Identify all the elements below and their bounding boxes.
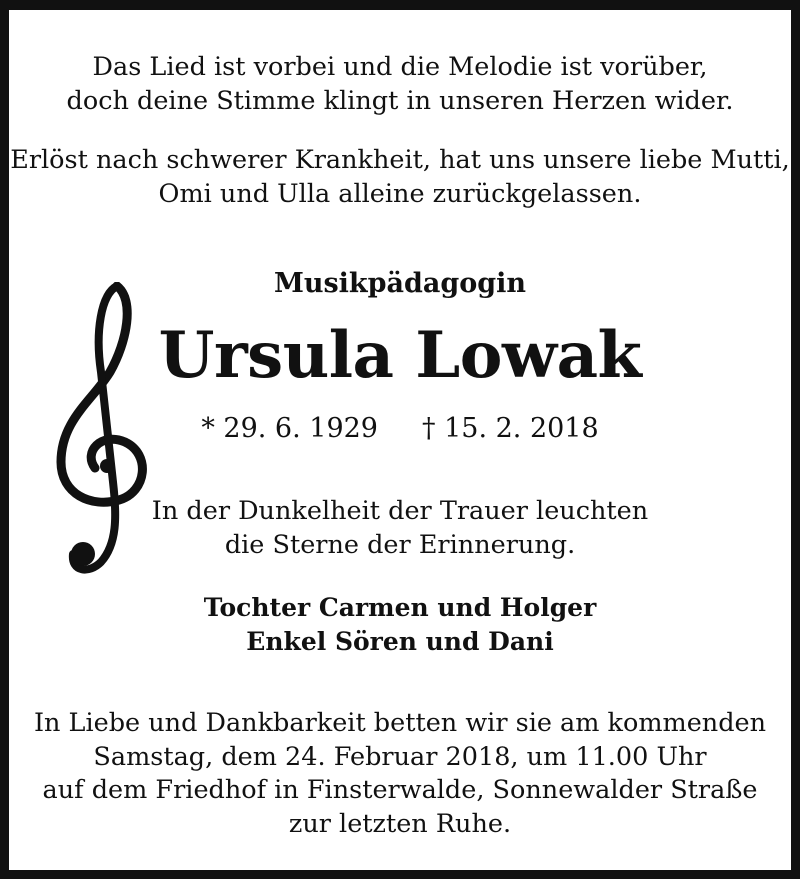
quote-line: In der Dunkelheit der Trauer leuchten: [151, 496, 649, 526]
verse-line: Das Lied ist vorbei und die Melodie ist vorüber,: [92, 52, 708, 82]
birth-date: * 29. 6. 1929: [201, 413, 378, 444]
opening-verse: [0, 50, 800, 118]
mourners: [0, 591, 800, 659]
mourner-line: Tochter Carmen und Holger: [203, 593, 597, 622]
notice-line: Samstag, dem 24. Februar 2018, um 11.00 Uhr: [93, 741, 707, 772]
death-date: † 15. 2. 2018: [422, 413, 599, 444]
farewell-text: [0, 143, 800, 211]
notice-line: zur letzten Ruhe.: [288, 808, 512, 839]
quote-line: die Sterne der Erinnerung.: [224, 530, 576, 560]
verse-line: doch deine Stimme klingt in unseren Herzen wider.: [66, 86, 734, 116]
farewell-line: Omi und Ulla alleine zurückgelassen.: [158, 179, 642, 209]
life-dates: [0, 413, 800, 444]
funeral-notice: [0, 707, 800, 841]
deceased-name: Ursula Lowak: [158, 318, 642, 393]
notice-line: In Liebe und Dankbarkeit betten wir sie am kommenden: [33, 708, 767, 738]
profession: Musikpädagogin: [273, 268, 527, 299]
notice-line: auf dem Friedhof in Finsterwalde, Sonnewalder Straße: [42, 775, 758, 805]
memorial-quote: [0, 494, 800, 562]
mourner-line: Enkel Sören und Dani: [246, 627, 554, 656]
farewell-line: Erlöst nach schwerer Krankheit, hat uns unsere liebe Mutti,: [10, 145, 790, 175]
